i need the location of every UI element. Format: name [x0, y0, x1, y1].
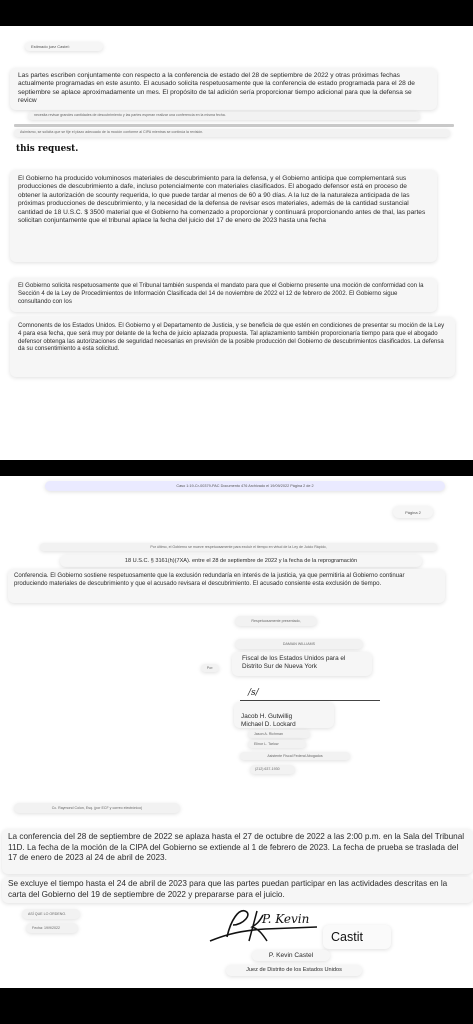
castit-text: Castit [331, 930, 363, 944]
signature-rule [240, 700, 380, 701]
respectfully-submitted [235, 616, 317, 626]
judge-signature-text [262, 912, 309, 926]
judge-name [252, 950, 330, 961]
letter-page-2 [0, 476, 473, 988]
order-paragraph-1-text: La conferencia del 28 de septiembre de 2022 se aplaza hasta el 27 de octubre de 2022 a las 2:00 p.m. en la Sala del Tribunal 11D. La fecha de la moción de la CIPA del Gobierno se extiende al 1 de febrero de 2023. La fecha de prueba se traslada del 17 de enero de 2023 al 24 de abril de 2023. [8, 832, 465, 862]
order-paragraph-1 [2, 829, 473, 874]
page-header [45, 481, 445, 491]
addressee-text: Estimado juez Castel: [31, 44, 70, 49]
name-tarlow-text: Elinor L. Tarlow [254, 741, 279, 746]
paragraph-4 [10, 317, 455, 377]
so-ordered-text: ASÍ QUE LO ORDENO. [28, 912, 67, 916]
paragraph-3 [10, 278, 437, 312]
scan-artifact-row [14, 124, 454, 127]
damian-williams-text: DAMIAN WILLIAMS [282, 642, 316, 646]
castit-label [323, 925, 391, 949]
signature-slash-s [248, 688, 259, 698]
garbled-line-2-text: Asimismo, se solicita que se fije el plazo adecuado de la moción conforme al CIPA mientras se continúa la revisión. [20, 130, 204, 134]
name-richman [248, 730, 310, 738]
garbled-line-2 [14, 129, 450, 137]
this-request-text: this request. [16, 144, 79, 154]
name-richman-text: Jason A. Richman [254, 731, 283, 736]
name-tarlow [248, 740, 306, 748]
paragraph-1-text: Las partes escriben conjuntamente con respecto a la conferencia de estado del 28 de septiembre de 2022 y otras próximas fechas actualmente programadas en este asunto. El acusado solicita respetuosamente que la conferencia de estado programada para el 28 de septiembre se aplace aproximadamente un mes. El propósito de tal adición sería proporcionar tiempo adicional para que la defensa se revicw [18, 72, 415, 105]
page-header-text: Caso 1:19-Cr-00379-PAC Documento 476 Archivado el 19/09/2022 Página 2 de 2 [176, 483, 314, 488]
por-label [201, 664, 219, 672]
judge-signature-graphic [205, 901, 335, 951]
date-text: Fecha: 19/9/2022 [32, 926, 60, 930]
usc-line-text: 18 U.S.C. § 3161(h)(7XA). entre el 28 de septiembre de 2022 y la fecha de la reprogramación [124, 557, 358, 564]
order-paragraph-2-text: Se excluye el tiempo hasta el 24 de abril de 2023 para que las partes puedan participar en las actividades descritas en la carta del Gobierno del 19 de septiembre de 2022 y prepararse para el juicio. [8, 879, 448, 899]
finally-line [40, 543, 437, 551]
phone-text: (212) 637-1930 [255, 767, 280, 771]
usc-line [60, 555, 422, 567]
phone-line [250, 765, 295, 774]
paragraph-2 [10, 170, 437, 262]
page-number-text: Página 2 [405, 510, 421, 515]
order-paragraph-2 [2, 877, 473, 903]
fiscal-text: Fiscal de los Estados Unidos para el Distrito Sur de Nueva York [242, 655, 346, 671]
paragraph-1 [10, 68, 437, 110]
fiscal-block [232, 652, 372, 676]
garbled-line-1 [28, 112, 420, 120]
judge-signature-script: P. Kevin [262, 912, 310, 926]
cc-line [14, 803, 180, 813]
signature-slash-s-text: /s/ [248, 688, 259, 698]
paragraph-4-text: Comnonents de los Estados Unidos. El Gobierno y el Departamento de Justicia, y se beneficia de que estén en condiciones de presentar su moción de la Ley 4 para esa fecha, que será muy por delante de la fecha de juicio aplazada propuesta. Tal aplazamiento también proporcionaría tiempo para que el abogado defensor obtenga las autorizaciones de seguridad necesarias en previsión de la posible producción del Gobierno de descubrimientos clasificados. La defensa da su consentimiento a esta solicitud. [18, 322, 445, 353]
damian-williams [235, 639, 363, 649]
judge-title [226, 965, 362, 976]
finally-line-text: Por último, el Gobierno se mueve respetuosamente para excluir el tiempo en virtud de la Ley de Juicio Rápido, [150, 544, 327, 549]
conference-paragraph [8, 569, 445, 603]
garbled-line-1-text: necesita revisar grandes cantidades de descubrimiento y las partes esperan realizar una conferencia en la misma fecha. [34, 113, 226, 117]
respectfully-submitted-text: Respetuosamente presentado, [251, 619, 301, 623]
judge-name-text: P. Kevin Castel [268, 951, 314, 959]
attorney-names-text: Jacob H. Gutwillig Michael D. Lockard [241, 713, 296, 729]
paragraph-3-text: El Gobierno solicita respetuosamente que el Tribunal también suspenda el mandato para que el Gobierno presente una moción de conformidad con la Sección 4 de la Ley de Procedimientos de Información Clasificada del 14 de noviembre de 2022 el 12 de febrero de 2002. El Gobierno sigue consultando con los [18, 282, 424, 305]
so-ordered [22, 909, 80, 919]
page-number-label [393, 506, 433, 518]
asst-line [240, 752, 350, 760]
conference-paragraph-text: Conferencia. El Gobierno sostiene respetuosamente que la exclusión redundaría en interés de la justicia, ya que permitiría al Gobierno continuar produciendo materiales de descubrimiento y que el acusado revisara el descubrimiento. El acusado consiente esta exclusión de tiempo. [14, 572, 405, 587]
asst-line-text: Asistente Fiscal Federal Abogados [267, 753, 323, 758]
addressee-line [25, 42, 103, 51]
date-line [26, 923, 78, 933]
judge-title-text: Juez de Distrito de los Estados Unidos [246, 967, 342, 973]
letter-page-1 [0, 26, 473, 460]
names-block [234, 702, 334, 728]
paragraph-2-text: El Gobierno ha producido voluminosos materiales de descubrimiento para la defensa, y el Gobierno anticipa que complementará sus producciones de descubrimiento a dafe, incluso potencialmente con materiales clasificados. El abogado defensor está en proceso de obtener la autorización de scounty requerida, lo que puede tardar al menos de 60 a 90 días. A la luz de la naturaleza anticipada de las próximas producciones de descubrimiento, y la necesidad de la defensa de revisar esos materiales, además de la cantidad sustancial cantidad de 18 U.S.C. $ 3500 material que el Gobierno ha comenzado a proporcionar y continuará proporcionando antes de thal, las partes solicitan conjuntamente que el tribunal aplace la fecha del juicio del 17 de enero de 2023 hasta una fecha [18, 175, 426, 225]
cc-text: Cc. Raymond Colon, Esq. (por ECF y correo electrónico) [51, 806, 143, 810]
por-text: Por: [206, 666, 214, 670]
